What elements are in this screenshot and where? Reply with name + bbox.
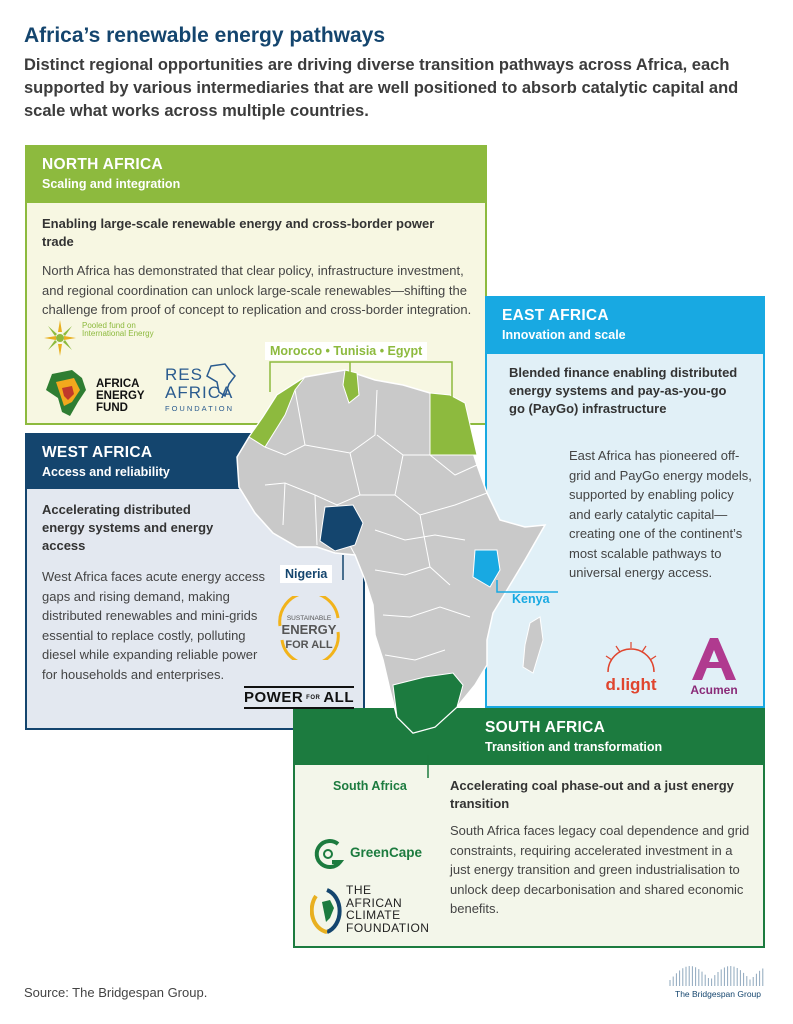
dlight-logo-icon [596,640,666,696]
north-africa-name: NORTH AFRICA [42,156,163,173]
acf-line-2: AFRICAN [346,895,403,910]
res4africa-line-3: FOUNDATION [165,403,235,413]
pfa-line-1: POWER [244,689,304,706]
east-africa-theme: Innovation and scale [502,328,626,342]
bridgespan-logo-icon [668,962,768,1002]
bridgespan-logo-text: The Bridgespan Group [675,989,761,999]
source-note: Source: The Bridgespan Group. [24,985,208,1000]
west-africa-heading: Accelerating distributed energy systems and energy access [42,502,214,553]
african-climate-foundation-logo-text [346,884,429,934]
kenya-label: Kenya [512,592,550,606]
africa-energy-fund-logo-text [96,378,145,414]
north-africa-text: North Africa has demonstrated that clear policy, infrastructure investment, and regional coordination can unlock large-scale renewables—shifting the challenge from proof of concept to replication and cross-border integration. [42,263,472,317]
north-africa-theme: Scaling and integration [42,177,181,191]
south-africa-heading: Accelerating coal phase-out and a just energy transition [450,778,734,811]
north-africa-header [27,147,485,203]
madagascar-shape [523,617,543,673]
aef-line-3: FUND [96,402,128,415]
north-africa-heading: Enabling large-scale renewable energy and cross-border power trade [42,216,435,249]
acf-line-4: FOUNDATION [346,920,430,935]
west-africa-name: WEST AFRICA [42,444,153,461]
acf-line-3: CLIMATE [346,908,401,923]
seforall-line-1: SUSTAINABLE [286,615,332,622]
aef-line-1: AFRICA [96,378,140,390]
nigeria-label: Nigeria [280,565,332,583]
aef-line-2: ENERGY [96,390,145,403]
egypt-shape [430,393,477,455]
africa-continent [237,370,545,733]
power-for-all-logo [244,686,354,709]
acumen-logo-text: Acumen [690,683,738,697]
pfa-line-2: FOR [306,695,321,702]
pfa-line-3: ALL [323,689,355,706]
page-title: Africa’s renewable energy pathways [24,24,386,47]
res4africa-line-2: AFRICA [165,382,234,402]
pooled-fund-logo-icon [42,318,78,358]
acf-line-1: THE [346,883,372,897]
south-africa-label: South Africa [333,779,407,793]
africa-energy-fund-logo-icon [42,368,90,420]
seforall-logo-icon [268,596,350,660]
north-countries-label: Morocco • Tunisia • Egypt [265,342,427,360]
acumen-logo-icon [684,634,744,698]
seforall-line-3: FOR ALL [285,639,333,651]
west-africa-text: West Africa faces acute energy access gaps and rising demand, making distributed renewables and mini-grids essential to replace costly, polluting diesel while expanding reliable power for households and enterprises. [42,569,266,682]
page-subtitle: Distinct regional opportunities are driving diverse transition pathways across Africa, each supported by various intermediaries that are well positioned to absorb catalytic capital and scale what works across multiple countries. [24,56,739,120]
greencape-logo-icon [310,838,346,870]
dlight-logo-text: d.light [605,675,657,694]
greencape-logo-text: GreenCape [350,845,423,860]
east-africa-header [487,298,763,354]
seforall-line-2: ENERGY [281,622,337,637]
african-climate-foundation-logo-icon [310,886,344,936]
east-africa-text: East Africa has pioneered off-grid and PayGo energy models, supported by enabling policy and early catalytic capital—creating one of the continent’s most scalable pathways to universal energy access. [569,448,752,580]
res4africa-continent-icon [205,362,237,398]
pooled-fund-logo-text: Pooled fund on International Energy [82,321,154,339]
south-africa-shape [393,673,463,733]
south-africa-text: South Africa faces legacy coal dependence and grid constraints, requiring accelerated investment in a just energy transition and green industrialisation to unlock deep decarbonisation and shared economic benefits. [450,823,750,916]
south-africa-theme: Transition and transformation [485,740,663,754]
east-africa-heading: Blended finance enabling distributed energy systems and pay-as-you-go go (PayGo) infrastructure [509,365,738,416]
south-africa-name: SOUTH AFRICA [485,719,606,736]
res4africa-line-1: RES [165,365,203,384]
east-africa-name: EAST AFRICA [502,307,609,324]
west-africa-theme: Access and reliability [42,465,170,479]
